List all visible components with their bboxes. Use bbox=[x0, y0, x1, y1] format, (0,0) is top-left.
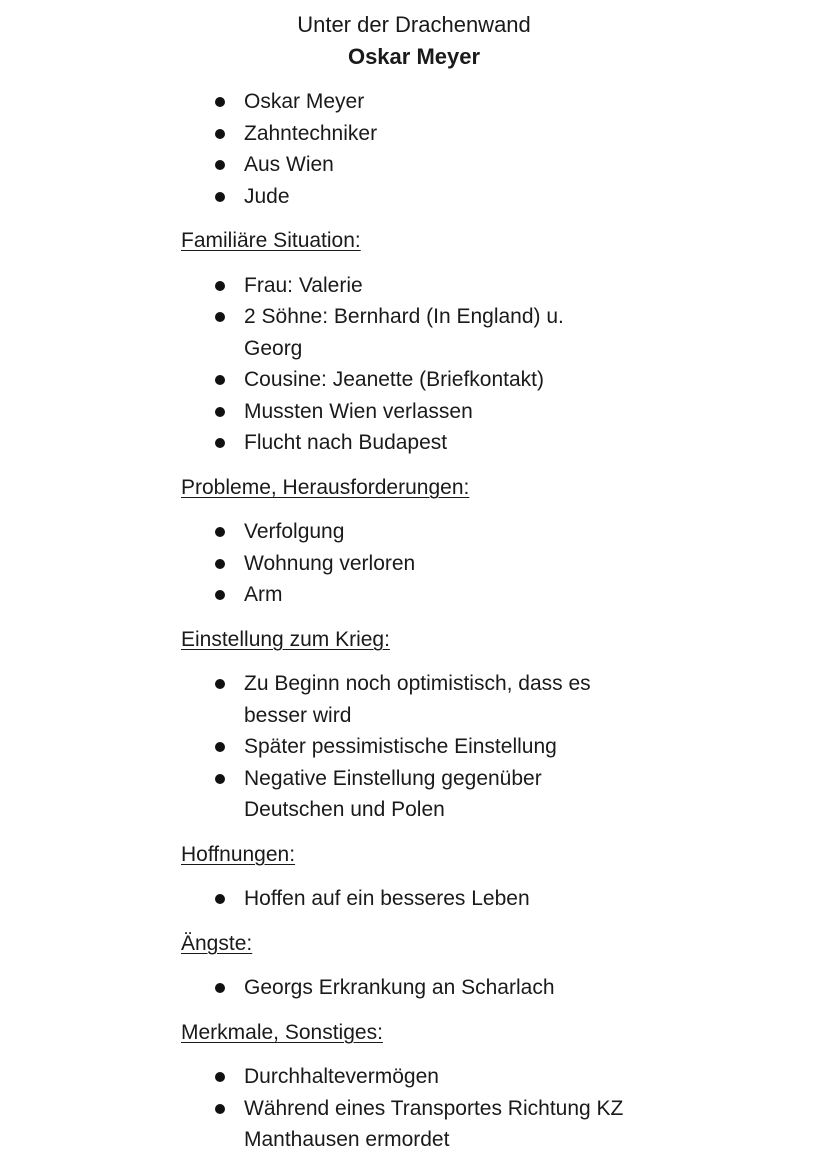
section-list-einstellung-zum-krieg bbox=[0, 668, 828, 826]
bullet-icon bbox=[215, 438, 225, 448]
section-list-merkmale-sonstiges bbox=[0, 1061, 828, 1156]
bullet-icon bbox=[215, 590, 225, 600]
bullet-icon bbox=[215, 375, 225, 385]
list-item-text: Jude bbox=[244, 184, 290, 208]
list-item bbox=[244, 972, 644, 1004]
list-item bbox=[244, 668, 619, 731]
bullet-icon bbox=[215, 1072, 225, 1082]
bullet-icon bbox=[215, 742, 225, 752]
section-list-aengste bbox=[0, 972, 828, 1004]
list-item-text: Frau: Valerie bbox=[244, 273, 363, 297]
bullet-icon bbox=[215, 527, 225, 537]
section-list-probleme bbox=[0, 516, 828, 611]
list-item bbox=[244, 181, 644, 213]
list-item-text: Negative Einstellung gegenüber Deutschen und Polen bbox=[244, 766, 542, 821]
list-item bbox=[244, 883, 644, 915]
list-item-text: Wohnung verloren bbox=[244, 551, 416, 575]
section-heading-familiaere-situation: Familiäre Situation: bbox=[181, 229, 361, 252]
list-item-text: Cousine: Jeanette (Briefkontakt) bbox=[244, 368, 544, 391]
bullet-icon bbox=[215, 559, 225, 569]
bullet-icon bbox=[215, 983, 225, 993]
list-item-text: Zu Beginn noch optimistisch, dass es besser wird bbox=[244, 672, 591, 727]
bullet-icon bbox=[215, 894, 225, 904]
list-item bbox=[244, 1061, 644, 1093]
list-item bbox=[244, 301, 594, 364]
list-item-text: Aus Wien bbox=[244, 153, 334, 176]
list-item-text: Durchhaltevermögen bbox=[244, 1065, 439, 1088]
section-heading-merkmale-sonstiges: Merkmale, Sonstiges: bbox=[181, 1020, 383, 1044]
list-item bbox=[244, 516, 644, 548]
intro-list bbox=[0, 86, 828, 212]
section-list-hoffnungen bbox=[0, 883, 828, 915]
list-item bbox=[244, 396, 644, 428]
list-item-text: 2 Söhne: Bernhard (In England) u. Georg bbox=[244, 305, 564, 360]
bullet-icon bbox=[215, 407, 225, 417]
list-item bbox=[244, 149, 644, 181]
list-item-text: Mussten Wien verlassen bbox=[244, 399, 473, 423]
section-list-familiaere-situation bbox=[0, 270, 828, 459]
list-item-text: Flucht nach Budapest bbox=[244, 431, 448, 454]
list-item-text: Später pessimistische Einstellung bbox=[244, 735, 557, 758]
list-item-text: Zahntechniker bbox=[244, 121, 378, 145]
list-item bbox=[244, 579, 644, 611]
document-title: Unter der Drachenwand bbox=[297, 12, 531, 37]
list-item bbox=[244, 427, 644, 459]
section-heading-probleme: Probleme, Herausforderungen: bbox=[181, 475, 470, 499]
bullet-icon bbox=[215, 312, 225, 322]
list-item bbox=[244, 1093, 644, 1156]
list-item bbox=[244, 118, 644, 150]
document-content bbox=[0, 86, 828, 1156]
list-item bbox=[244, 86, 644, 118]
list-item bbox=[244, 731, 644, 763]
bullet-icon bbox=[215, 1104, 225, 1114]
section-heading-hoffnungen: Hoffnungen: bbox=[181, 842, 296, 866]
section-heading-einstellung-zum-krieg: Einstellung zum Krieg: bbox=[181, 627, 390, 651]
bullet-icon bbox=[215, 192, 225, 202]
bullet-icon bbox=[215, 97, 225, 107]
list-item bbox=[244, 270, 644, 302]
bullet-icon bbox=[215, 679, 225, 689]
section-heading-aengste: Ängste: bbox=[181, 931, 253, 955]
list-item-text: Hoffen auf ein besseres Leben bbox=[244, 887, 530, 910]
bullet-icon bbox=[215, 160, 225, 170]
list-item bbox=[244, 763, 574, 826]
document-subtitle: Oskar Meyer bbox=[347, 44, 481, 69]
bullet-icon bbox=[215, 774, 225, 784]
list-item-text: Oskar Meyer bbox=[244, 90, 365, 113]
list-item-text: Während eines Transportes Richtung KZ Manthausen ermordet bbox=[244, 1096, 624, 1151]
list-item-text: Verfolgung bbox=[244, 520, 345, 543]
bullet-icon bbox=[215, 129, 225, 139]
list-item bbox=[244, 364, 644, 396]
list-item-text: Georgs Erkrankung an Scharlach bbox=[244, 976, 555, 999]
bullet-icon bbox=[215, 281, 225, 291]
list-item bbox=[244, 548, 644, 580]
list-item-text: Arm bbox=[244, 583, 283, 606]
